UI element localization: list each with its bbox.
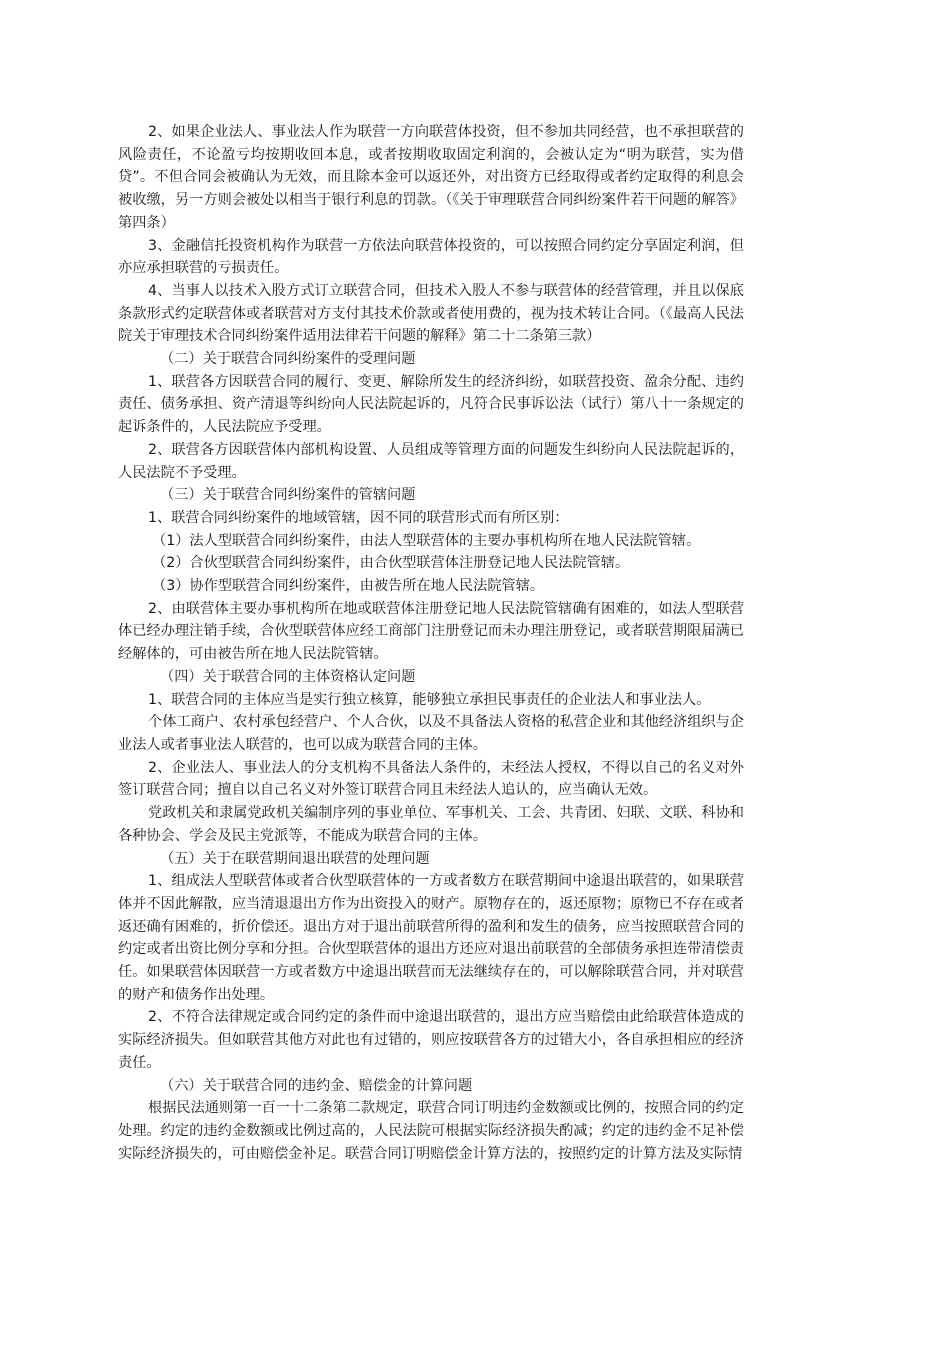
paragraph: 2、由联营体主要办事机构所在地或联营体注册登记地人民法院管辖确有困难的，如法人型联营体已经办理注销手续，合伙型联营体应经工商部门注册登记而未办理注册登记，或者联营期限届满已经解体的，可由被告所在地人民法院管辖。: [118, 600, 744, 663]
section-heading: （四）关于联营合同的主体资格认定问题: [160, 668, 416, 685]
paragraph: 2、企业法人、事业法人的分支机构不具备法人条件的，未经法人授权，不得以自己的名义对外签订联营合同；擅自以自己名义对外签订联营合同且未经法人追认的，应当确认无效。: [118, 759, 744, 799]
section-heading: （三）关于联营合同纠纷案件的管辖问题: [160, 487, 416, 504]
paragraph: 党政机关和隶属党政机关编制序列的事业单位、军事机关、工会、共青团、妇联、文联、科协和各种协会、学会及民主党派等，不能成为联营合同的主体。: [118, 805, 744, 844]
paragraph: 3、金融信托投资机构作为联营一方依法向联营体投资的，可以按照合同约定分享固定利润，但亦应承担联营的亏损责任。: [118, 237, 744, 277]
paragraph: 1、联营合同的主体应当是实行独立核算，能够独立承担民事责任的企业法人和事业法人。: [148, 691, 711, 708]
list-item: （1）法人型联营合同纠纷案件，由法人型联营体的主要办事机构所在地人民法院管辖。: [152, 532, 701, 549]
paragraph: 根据民法通则第一百一十二条第二款规定，联营合同订明违约金数额或比例的，按照合同的约定处理。约定的违约金数额或比例过高的，人民法院可根据实际经济损失酌减；约定的违约金不足补偿实际经济损失的，可由赔偿金补足。联营合同订明赔偿金计算方法的，按照约定的计算方法及实际情: [118, 1100, 744, 1162]
section-heading: （二）关于联营合同纠纷案件的受理问题: [160, 351, 416, 368]
paragraph: 4、当事人以技术入股方式订立联营合同，但技术入股人不参与联营体的经营管理，并且以保底条款形式约定联营体或者联营对方支付其技术价款或者使用费的，视为技术转让合同。（《最高人民法院关于审理技术合同纠纷案件适用法律若干问题的解释》第二十二条第三款）: [118, 282, 744, 345]
section-heading: （六）关于联营合同的违约金、赔偿金的计算问题: [160, 1077, 473, 1094]
paragraph: 1、联营合同纠纷案件的地域管辖，因不同的联营形式而有所区别：: [148, 509, 569, 526]
list-item: （3）协作型联营合同纠纷案件，由被告所在地人民法院管辖。: [152, 578, 545, 595]
paragraph: 2、如果企业法人、事业法人作为联营一方向联营体投资，但不参加共同经营，也不承担联营的风险责任，不论盈亏均按期收回本息，或者按期收取固定利润的，会被认定为“明为联营，实为借贷”。不但合同会被确认为无效，而且除本金可以返还外，对出资方已经取得或者约定取得的利息会被收缴，另一方则会被处以相当于银行利息的罚款。（《关于审理联营合同纠纷案件若干问题的解答》第四条）: [118, 124, 744, 231]
list-item: （2）合伙型联营合同纠纷案件，由合伙型联营体注册登记地人民法院管辖。: [152, 555, 630, 572]
paragraph: 2、联营各方因联营体内部机构设置、人员组成等管理方面的问题发生纠纷向人民法院起诉的，人民法院不予受理。: [118, 441, 744, 481]
document-body: [118, 121, 744, 1165]
paragraph: 个体工商户、农村承包经营户、个人合伙，以及不具备法人资格的私营企业和其他经济组织与企业法人或者事业法人联营的，也可以成为联营合同的主体。: [118, 714, 744, 753]
section-heading: （五）关于在联营期间退出联营的处理问题: [160, 850, 430, 867]
paragraph: 1、联营各方因联营合同的履行、变更、解除所发生的经济纠纷，如联营投资、盈余分配、违约责任、债务承担、资产清退等纠纷向人民法院起诉的，凡符合民事诉讼法（试行）第八十一条规定的起诉条件的，人民法院应予受理。: [118, 373, 744, 436]
paragraph: 1、组成法人型联营体或者合伙型联营体的一方或者数方在联营期间中途退出联营的，如果联营体并不因此解散，应当清退退出方作为出资投入的财产。原物存在的，返还原物；原物已不存在或者返还确有困难的，折价偿还。退出方对于退出前联营所得的盈利和发生的债务，应当按照联营合同的约定或者出资比例分享和分担。合伙型联营体的退出方还应对退出前联营的全部债务承担连带清偿责任。如果联营体因联营一方或者数方中途退出联营而无法继续存在的，可以解除联营合同，并对联营的财产和债务作出处理。: [118, 873, 744, 1003]
paragraph: 2、不符合法律规定或合同约定的条件而中途退出联营的，退出方应当赔偿由此给联营体造成的实际经济损失。但如联营其他方对此也有过错的，则应按联营各方的过错大小，各自承担相应的经济责任。: [118, 1009, 744, 1071]
